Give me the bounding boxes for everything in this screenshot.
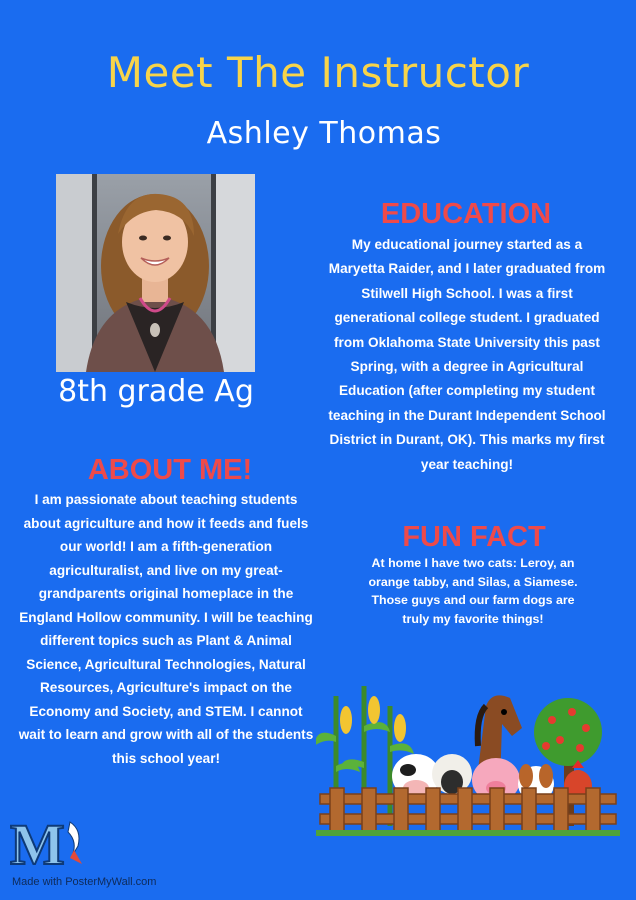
poster-title: Meet The Instructor — [106, 48, 530, 97]
education-text: My educational journey started as a Maryetta Raider, and I later graduated from Stilwell High School. I was a first generational college student. I graduated from Oklahoma State University this past Spring, with a degree in Agricultural Education (after completing my student teaching in the Durant Independent School District in Durant, OK). This marks my first year teaching! — [328, 237, 606, 472]
instructor-name: Ashley Thomas — [206, 116, 442, 151]
instructor-photo — [56, 174, 255, 372]
farm-animals-illustration — [316, 676, 620, 836]
about-text: I am passionate about teaching students about agriculture and how it feeds and fuels our world! I am a fifth-generation agriculturalist, and live on my great-grandparents original homeplace in the England Hollow community. I will be teaching different topics such as Plant & Animal Science, Agricultural Technologies, Natural Resources, Agriculture's impact on the Economy and Society, and STEM. I cannot wait to learn and grow with all of the students this school year! — [18, 492, 314, 766]
fun-fact-text: At home I have two cats: Leroy, an orange tabby, and Silas, a Siamese. Those guys and our farm dogs are truly my favorite things! — [368, 556, 578, 626]
about-heading: ABOUT ME! — [87, 454, 253, 486]
school-m-logo — [8, 812, 92, 872]
footer-credit: Made with PosterMyWall.com — [12, 876, 157, 888]
fun-fact-heading: FUN FACT — [402, 521, 546, 553]
logo-letter: M — [10, 812, 65, 872]
education-heading: EDUCATION — [380, 198, 552, 230]
grade-caption: 8th grade Ag — [58, 374, 254, 409]
